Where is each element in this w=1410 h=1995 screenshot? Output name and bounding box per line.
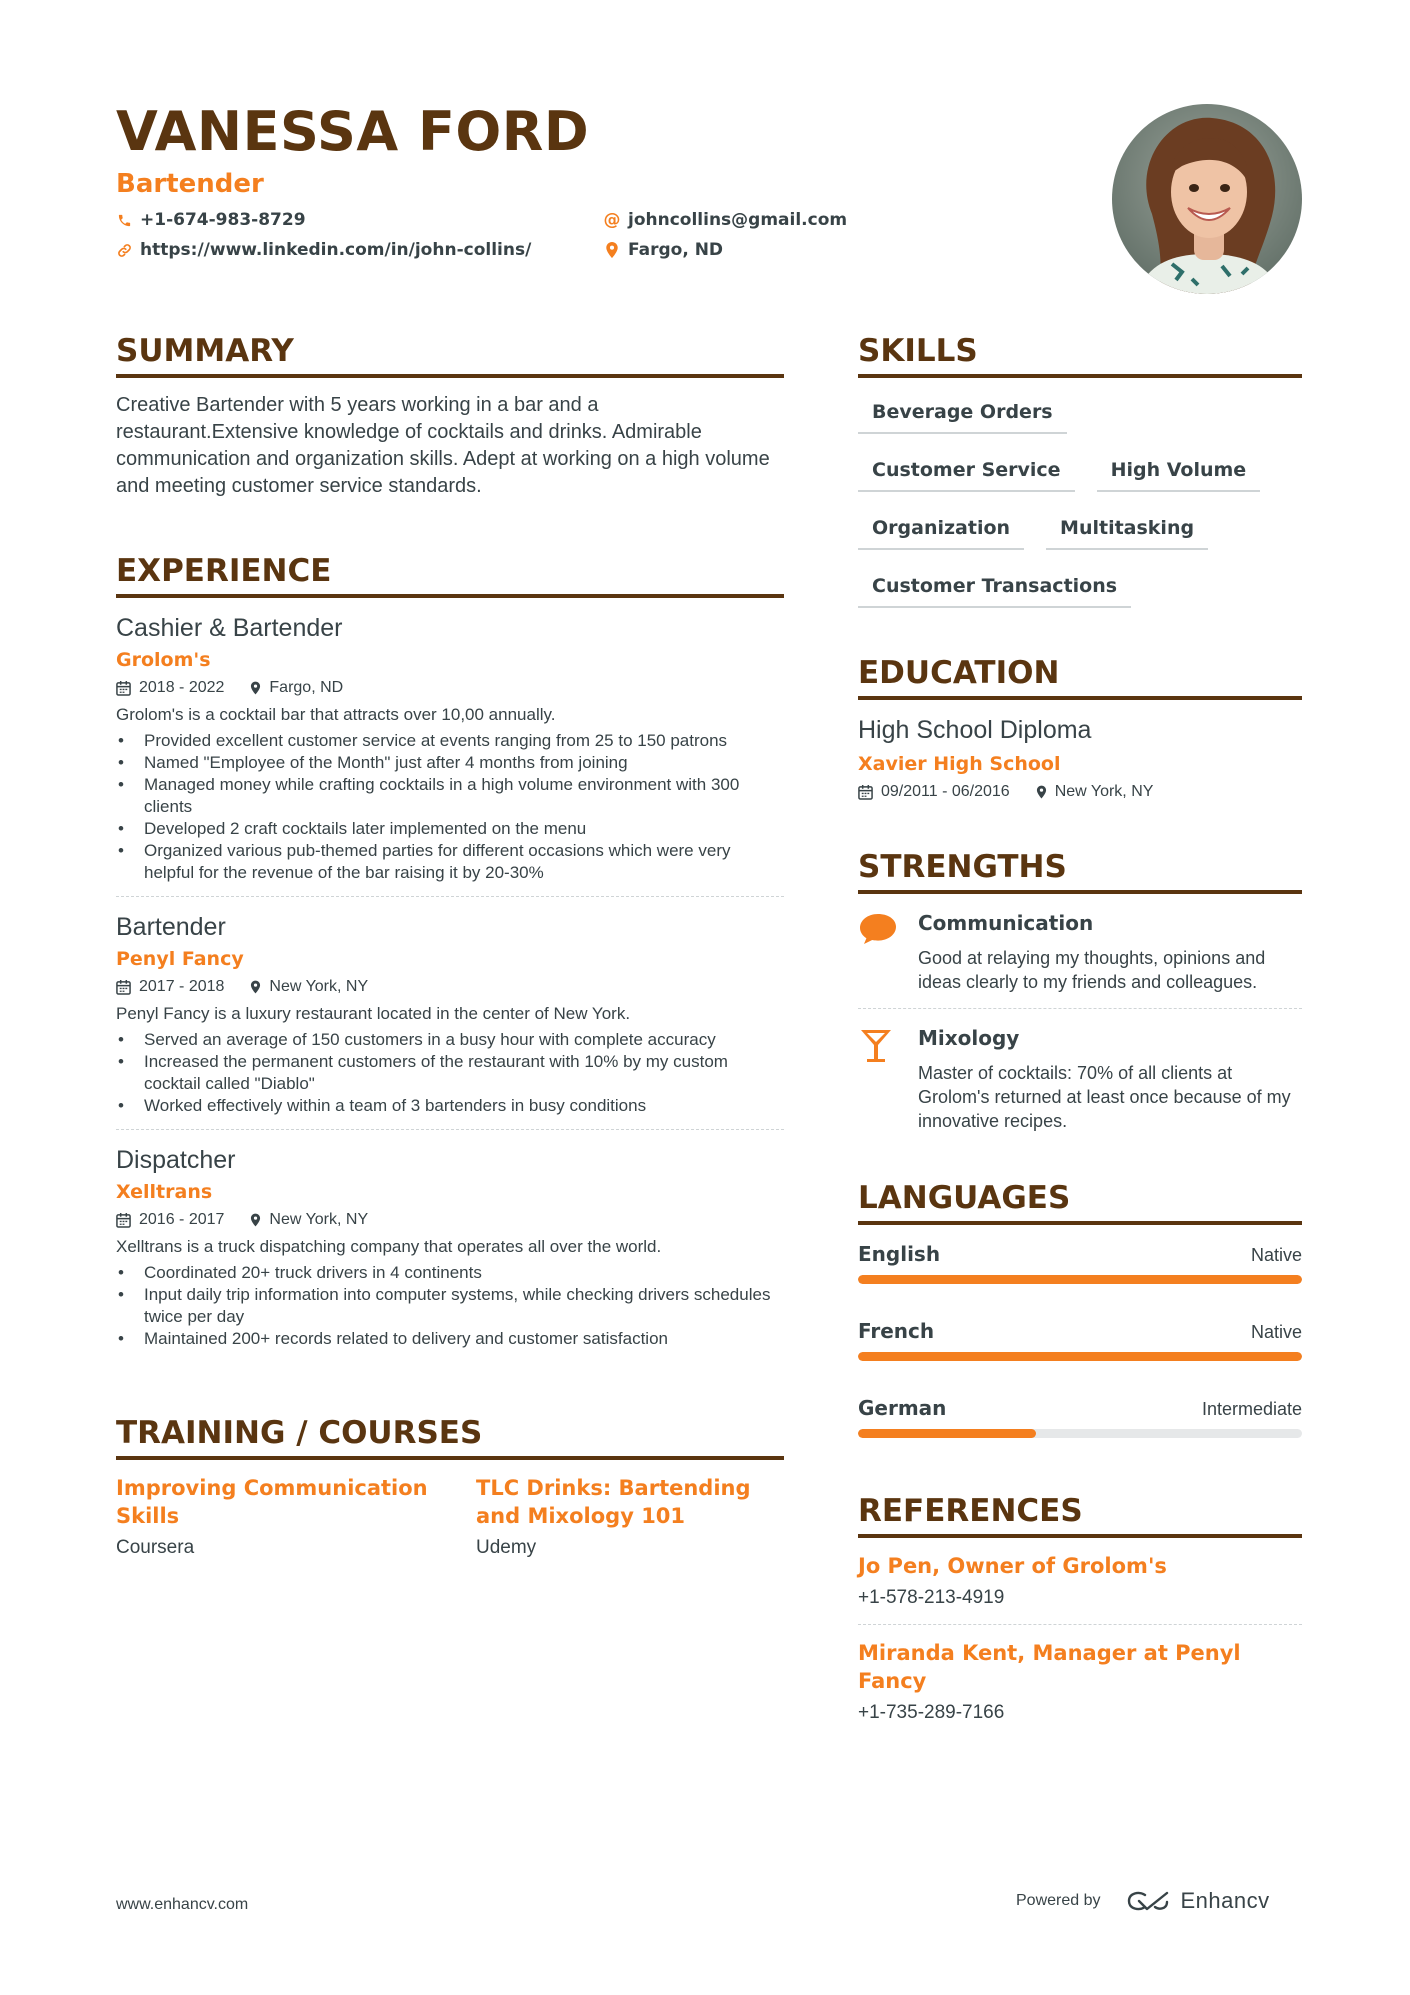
job-location-text: Fargo, ND	[269, 679, 344, 696]
training-section	[116, 1414, 784, 1560]
achievement-item: • Served an average of 150 customers in a busy hour with complete accuracy	[116, 1029, 784, 1051]
location-pin-icon	[250, 980, 261, 994]
strength-body	[918, 910, 1302, 994]
achievement-item: • Provided excellent customer service at events ranging from 25 to 150 patrons	[116, 730, 784, 752]
achievement-item: • Managed money while crafting cocktails in a high volume environment with 300 clients	[116, 774, 784, 818]
achievement-item: • Worked effectively within a team of 3 bartenders in busy conditions	[116, 1095, 784, 1117]
company-description: Grolom's is a cocktail bar that attracts over 10,00 annually.	[116, 705, 556, 724]
strength-body	[918, 1025, 1302, 1133]
proficiency-bar-fill	[858, 1429, 1036, 1438]
language-name: French	[858, 1319, 935, 1343]
job-dates-text: 2016 - 2017	[139, 1211, 225, 1228]
references-section	[858, 1492, 1302, 1725]
achievement-item: • Maintained 200+ records related to delivery and customer satisfaction	[116, 1328, 784, 1350]
proficiency-bar-fill	[858, 1275, 1302, 1284]
job-dates	[116, 678, 224, 698]
enhancv-logo-icon	[1125, 1889, 1171, 1913]
language-row	[858, 1318, 1302, 1344]
references-heading: REFERENCES	[858, 1492, 1302, 1538]
course-title: Improving Communication Skills	[116, 1476, 428, 1528]
job-dates-text: 2017 - 2018	[139, 978, 225, 995]
course-list	[116, 1474, 784, 1560]
training-heading: TRAINING / COURSES	[116, 1414, 784, 1460]
brand-name: Enhancv	[1180, 1888, 1270, 1913]
company-name: Grolom's	[116, 649, 211, 671]
strength-item	[858, 1008, 1302, 1133]
footer-website[interactable]: www.enhancv.com	[116, 1896, 249, 1913]
job-location	[250, 977, 368, 997]
experience-entry	[116, 896, 784, 1117]
candidate-role: Bartender	[116, 169, 264, 199]
skills-section	[858, 332, 1302, 608]
contact-linkedin[interactable]	[116, 240, 604, 260]
achievement-list	[116, 730, 784, 884]
language-level: Native	[1250, 1245, 1302, 1265]
achievement-item: • Input daily trip information into computer systems, while checking drivers schedules twice per day	[116, 1284, 784, 1328]
language-level: Intermediate	[1201, 1399, 1302, 1419]
proficiency-bar	[858, 1429, 1302, 1438]
education-location	[1036, 782, 1154, 802]
language-item	[858, 1241, 1302, 1284]
calendar-icon	[116, 680, 131, 696]
achievement-list	[116, 1262, 784, 1350]
reference-phone: +1-578-213-4919	[858, 1587, 1005, 1608]
job-meta	[116, 678, 784, 698]
reference-name: Miranda Kent, Manager at Penyl Fancy	[858, 1641, 1241, 1693]
language-level: Native	[1250, 1322, 1302, 1342]
skill-tag: Organization	[858, 510, 1024, 550]
speech-bubble-icon	[858, 910, 918, 994]
course-item	[476, 1474, 784, 1560]
footer-branding	[1016, 1888, 1270, 1914]
location-pin-icon	[1036, 785, 1047, 799]
reference-item	[858, 1552, 1302, 1610]
achievement-item: • Named "Employee of the Month" just after 4 months from joining	[116, 752, 784, 774]
contact-info	[116, 210, 1016, 260]
education-meta	[858, 782, 1302, 802]
summary-section	[116, 332, 784, 500]
language-name: German	[858, 1396, 947, 1420]
strengths-section	[858, 848, 1302, 1133]
location-pin-icon	[604, 242, 620, 258]
education-heading: EDUCATION	[858, 654, 1302, 700]
link-icon	[116, 242, 132, 258]
calendar-icon	[116, 1212, 131, 1228]
right-column	[858, 332, 1302, 1725]
left-column	[116, 332, 784, 1560]
experience-list	[116, 612, 784, 1350]
profile-photo	[1112, 104, 1302, 294]
skill-list	[858, 394, 1302, 608]
experience-section	[116, 552, 784, 1350]
company-name: Xelltrans	[116, 1181, 213, 1203]
language-name: English	[858, 1242, 941, 1266]
company-description: Penyl Fancy is a luxury restaurant located in the center of New York.	[116, 1004, 631, 1023]
location-pin-icon	[250, 1213, 261, 1227]
phone-icon	[116, 212, 132, 228]
skill-tag: Beverage Orders	[858, 394, 1067, 434]
job-location	[250, 678, 343, 698]
skills-heading: SKILLS	[858, 332, 1302, 378]
achievement-item: • Increased the permanent customers of the restaurant with 10% by my custom cocktail called "Diablo"	[116, 1051, 784, 1095]
education-location-text: New York, NY	[1054, 783, 1154, 800]
reference-name: Jo Pen, Owner of Grolom's	[858, 1554, 1167, 1578]
education-dates	[858, 782, 1010, 802]
language-item	[858, 1395, 1302, 1438]
education-school: Xavier High School	[858, 753, 1061, 775]
company-name: Penyl Fancy	[116, 948, 244, 970]
strengths-heading: STRENGTHS	[858, 848, 1302, 894]
location-text: Fargo, ND	[628, 240, 724, 260]
candidate-name: VANESSA FORD	[116, 100, 590, 163]
job-meta	[116, 977, 784, 997]
strength-title: Communication	[918, 911, 1094, 935]
language-row	[858, 1241, 1302, 1267]
job-location-text: New York, NY	[269, 1211, 369, 1228]
contact-email[interactable]	[604, 210, 904, 230]
company-description: Xelltrans is a truck dispatching company that operates all over the world.	[116, 1237, 662, 1256]
achievement-item: • Coordinated 20+ truck drivers in 4 continents	[116, 1262, 784, 1284]
skill-tag: Multitasking	[1046, 510, 1208, 550]
strength-description: Master of cocktails: 70% of all clients at Grolom's returned at least once because of my innovative recipes.	[918, 1063, 1291, 1131]
cocktail-glass-icon	[858, 1025, 918, 1133]
job-dates-text: 2018 - 2022	[139, 679, 225, 696]
experience-entry	[116, 1129, 784, 1350]
proficiency-bar	[858, 1275, 1302, 1284]
experience-heading: EXPERIENCE	[116, 552, 784, 598]
course-title: TLC Drinks: Bartending and Mixology 101	[476, 1476, 751, 1528]
strength-list	[858, 910, 1302, 1133]
skill-tag: Customer Service	[858, 452, 1075, 492]
language-item	[858, 1318, 1302, 1361]
skill-tag: High Volume	[1097, 452, 1261, 492]
reference-list	[858, 1552, 1302, 1725]
education-dates-text: 09/2011 - 06/2016	[881, 783, 1010, 800]
language-row	[858, 1395, 1302, 1421]
job-location	[250, 1210, 368, 1230]
job-title: Bartender	[116, 913, 226, 941]
job-title: Dispatcher	[116, 1146, 236, 1174]
education-section	[858, 654, 1302, 802]
contact-phone[interactable]	[116, 210, 604, 230]
achievement-item: • Developed 2 craft cocktails later implemented on the menu	[116, 818, 784, 840]
languages-heading: LANGUAGES	[858, 1179, 1302, 1225]
at-sign-icon: @	[603, 210, 621, 230]
contact-location	[604, 240, 904, 260]
skill-tag: Customer Transactions	[858, 568, 1131, 608]
calendar-icon	[858, 784, 873, 800]
language-list	[858, 1241, 1302, 1438]
proficiency-bar-fill	[858, 1352, 1302, 1361]
proficiency-bar	[858, 1352, 1302, 1361]
strength-title: Mixology	[918, 1026, 1020, 1050]
strength-item	[858, 910, 1302, 994]
languages-section	[858, 1179, 1302, 1438]
achievement-list	[116, 1029, 784, 1117]
experience-entry	[116, 612, 784, 884]
course-provider: Udemy	[476, 1537, 537, 1558]
job-location-text: New York, NY	[269, 978, 369, 995]
location-pin-icon	[250, 681, 261, 695]
calendar-icon	[116, 979, 131, 995]
course-item	[116, 1474, 476, 1560]
linkedin-text: https://www.linkedin.com/in/john-collins/	[140, 240, 532, 260]
reference-phone: +1-735-289-7166	[858, 1702, 1005, 1723]
resume-header	[116, 100, 1016, 260]
summary-text: Creative Bartender with 5 years working in a bar and a restaurant.Extensive knowledge of cocktails and drinks. Admirable communication and organization skills. Adept at working on a high volume and meeting customer service standards.	[116, 394, 770, 497]
strength-description: Good at relaying my thoughts, opinions and ideas clearly to my friends and colleagues.	[918, 948, 1266, 992]
job-meta	[116, 1210, 784, 1230]
job-dates	[116, 977, 224, 997]
summary-heading: SUMMARY	[116, 332, 784, 378]
phone-text: +1-674-983-8729	[140, 210, 306, 230]
course-provider: Coursera	[116, 1537, 195, 1558]
achievement-item: • Organized various pub-themed parties for different occasions which were very helpful for the revenue of the bar raising it by 20-30%	[116, 840, 784, 884]
reference-item	[858, 1624, 1302, 1725]
job-dates	[116, 1210, 224, 1230]
powered-by-text: Powered by	[1016, 1892, 1101, 1909]
education-degree: High School Diploma	[858, 716, 1092, 744]
email-text: johncollins@gmail.com	[628, 210, 848, 230]
job-title: Cashier & Bartender	[116, 614, 343, 642]
